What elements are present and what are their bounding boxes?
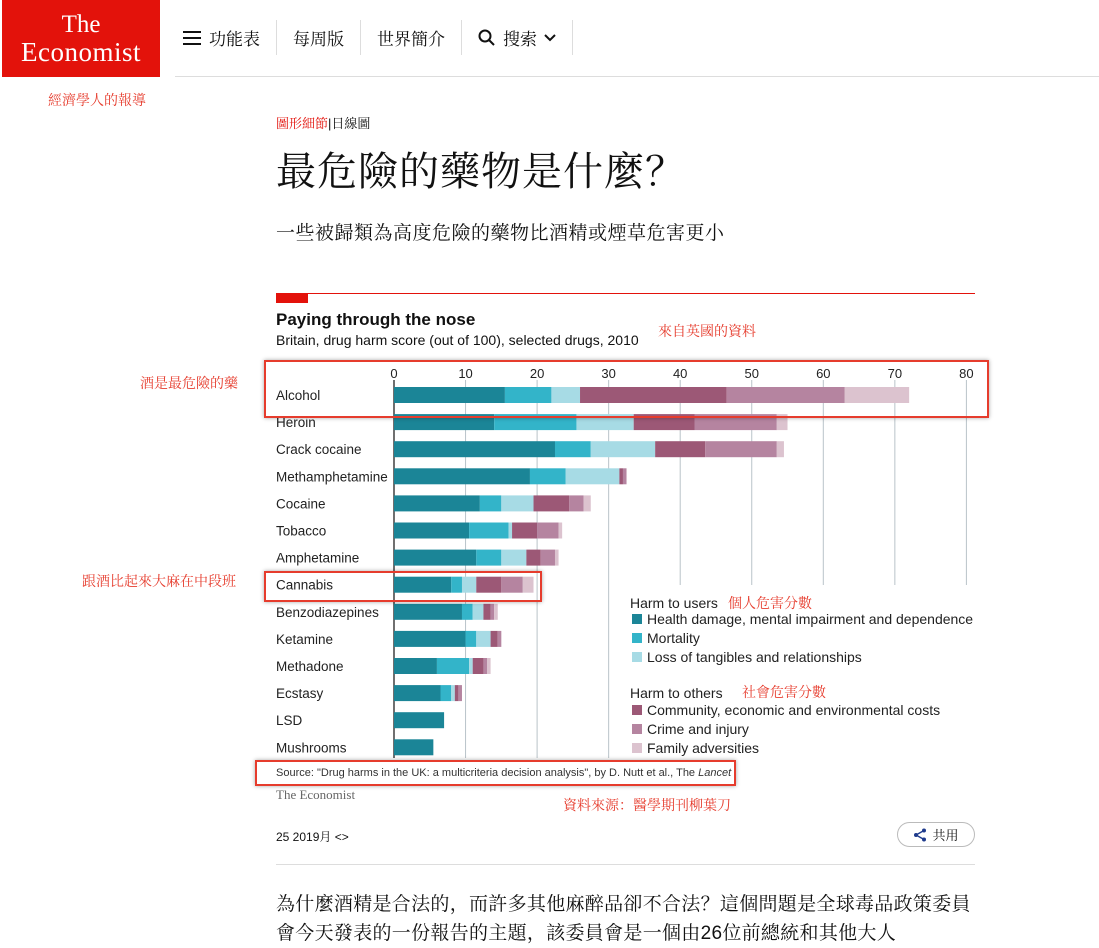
bar-segment-5-0 [394,523,469,539]
kicker-section[interactable]: 圖形細節 [276,116,329,131]
annotation-cannabis-note: 跟酒比起來大麻在中段班 [82,573,236,589]
bar-segment-2-5 [777,441,784,457]
bar-segment-2-4 [705,441,777,457]
highlight-cannabis-box [264,571,542,602]
bar-segment-9-2 [476,631,490,647]
nav-search-label: 搜索 [503,30,537,49]
highlight-source-box [255,760,736,786]
legend-label-0: Health damage, mental impairment and dependence [647,611,974,627]
legend-label-5: Family adversities [647,740,760,756]
annotation-alcohol-note: 酒是最危險的藥 [140,375,238,391]
bar-segment-11-1 [441,685,452,701]
bar-segment-3-4 [623,468,627,484]
bar-segment-4-1 [480,495,501,511]
category-label-3: Methamphetamine [276,469,388,485]
bar-segment-11-2 [451,685,455,701]
article-headline: 最危險的藥物是什麼？ [276,150,686,194]
kicker-type: 日線圖 [331,116,371,131]
article-body-paragraph: 為什麼酒精是合法的，而許多其他麻醉品卻不合法？這個問題是全球毒品政策委員會今天發表的一份報告的主題，該委員會是一個由26位前總統和其他大人 [276,894,971,944]
bar-segment-6-1 [476,550,501,566]
bar-segment-11-4 [458,685,462,701]
bar-segment-13-0 [394,739,433,755]
bar-segment-3-1 [530,468,566,484]
bar-segment-3-0 [394,468,530,484]
category-label-7: Cannabis [276,577,334,593]
bar-segment-6-4 [541,550,555,566]
bar-segment-2-2 [591,441,655,457]
category-label-9: Ketamine [276,631,334,647]
category-label-5: Tobacco [276,523,327,539]
annotation-citation-note: 資料來源：醫學期刊柳葉刀 [563,797,731,813]
category-label-12: LSD [276,713,303,729]
x-tick-label-0: 0 [390,366,398,381]
bar-segment-5-4 [537,523,558,539]
bar-segment-8-5 [494,604,498,620]
x-tick-label-20: 20 [529,366,545,381]
article-divider [276,864,975,865]
bar-segment-5-2 [508,523,512,539]
bar-segment-8-1 [462,604,473,620]
kicker-separator: | [328,116,332,131]
share-button[interactable] [897,822,975,847]
legend-swatch-4 [632,724,642,734]
bar-segment-2-1 [555,441,591,457]
bar-segment-2-0 [394,441,555,457]
chart-source-text: Source: "Drug harms in the UK: a multicriteria decision analysis", by D. Nutt et al., The [276,767,699,779]
bar-segment-2-3 [655,441,705,457]
bar-segment-6-2 [501,550,526,566]
bar-segment-10-2 [469,658,473,674]
nav-world-label: 世界簡介 [377,30,445,49]
bar-segment-5-1 [469,523,508,539]
bar-segment-6-5 [555,550,559,566]
bar-segment-4-5 [584,495,591,511]
bar-segment-12-0 [394,712,444,728]
category-label-8: Benzodiazepines [276,604,379,620]
bar-segment-8-0 [394,604,462,620]
category-label-13: Mushrooms [276,740,347,756]
x-tick-label-50: 50 [744,366,759,381]
bar-segment-8-3 [483,604,490,620]
highlight-alcohol-box [264,360,989,418]
bar-segment-3-3 [619,468,623,484]
category-label-4: Cocaine [276,496,326,512]
bar-segment-9-1 [466,631,477,647]
x-tick-label-30: 30 [601,366,616,381]
bar-segment-6-3 [526,550,540,566]
legend-swatch-1 [632,633,642,643]
share-icon [913,828,927,842]
chart-credit: The Economist [276,787,356,802]
bar-segment-9-4 [498,631,502,647]
bar-segment-10-1 [437,658,469,674]
bar-segment-8-4 [491,604,495,620]
x-tick-label-80: 80 [959,366,974,381]
bar-segment-9-0 [394,631,466,647]
annotation-logo-note: 經濟學人的報導 [48,92,146,108]
annotation-users-note: 個人危害分數 [728,595,812,611]
category-label-0: Alcohol [276,388,321,403]
x-tick-label-60: 60 [816,366,831,381]
legend-swatch-5 [632,743,642,753]
bar-segment-6-0 [394,550,476,566]
chart-title: Paying through the nose [276,310,476,329]
category-label-1: Heroin [276,415,316,431]
category-label-10: Methadone [276,659,344,674]
bar-segment-10-4 [483,658,487,674]
legend-label-1: Mortality [647,630,700,646]
legend-label-4: Crime and injury [647,721,749,737]
logo-line2: Economist [21,37,141,67]
bar-segment-4-0 [394,495,480,511]
legend-group-users: Harm to users [630,595,718,611]
category-label-6: Amphetamine [276,550,360,566]
annotation-others-note: 社會危害分數 [742,684,826,700]
nav-weekly-label: 每周版 [293,30,344,49]
x-tick-label-40: 40 [672,366,688,381]
chart-source-journal: Lancet [698,767,732,779]
share-label: 共用 [932,828,959,843]
x-tick-label-70: 70 [887,366,903,381]
annotation-source-note: 來自英國的資料 [658,323,756,339]
nav-menu-label: 功能表 [209,30,260,49]
category-label-11: Ecstasy [276,686,324,702]
bar-segment-10-0 [394,658,437,674]
bar-segment-11-0 [394,685,441,701]
bar-segment-5-5 [559,523,563,539]
legend-swatch-3 [632,705,642,715]
logo-line1: The [61,11,101,38]
chart-subtitle: Britain, drug harm score (out of 100), selected drugs, 2010 [276,332,639,348]
bar-segment-11-3 [455,685,459,701]
legend-group-others: Harm to others [630,685,723,701]
bar-segment-8-2 [473,604,484,620]
bar-segment-4-4 [569,495,583,511]
bar-segment-5-3 [512,523,537,539]
legend-label-3: Community, economic and environmental costs [647,702,941,718]
bar-segment-4-3 [534,495,570,511]
bar-segment-9-3 [491,631,498,647]
legend-swatch-0 [632,614,642,624]
category-label-2: Crack cocaine [276,442,362,458]
bar-segment-3-2 [566,468,620,484]
bar-segment-10-3 [473,658,484,674]
x-tick-label-10: 10 [458,366,473,381]
article-date: 25 2019月 <> [276,830,349,844]
bar-segment-10-5 [487,658,491,674]
legend-label-2: Loss of tangibles and relationships [647,649,862,665]
bar-segment-4-2 [501,495,533,511]
article-subhead: 一些被歸類為高度危險的藥物比酒精或煙草危害更小 [276,223,725,244]
legend-swatch-2 [632,652,642,662]
